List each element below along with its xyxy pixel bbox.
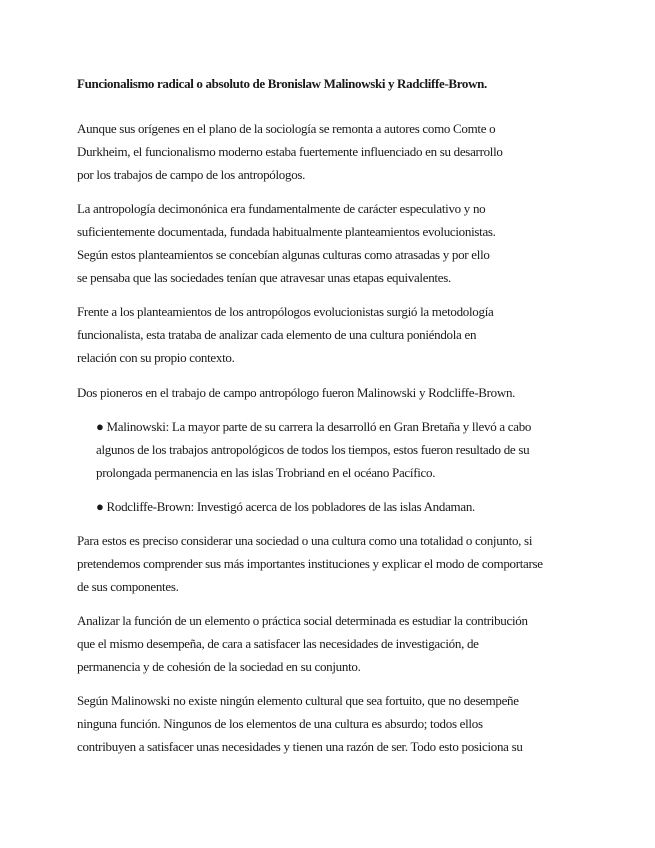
bullet-1-line-3: prolongada permanencia en las islas Trobriand en el océano Pacífico. bbox=[96, 465, 436, 480]
paragraph-7-line-2: ninguna función. Ningunos de los elementos de una cultura es absurdo; todos ellos bbox=[77, 716, 483, 731]
paragraph-6-line-2: que el mismo desempeña, de cara a satisfacer las necesidades de investigación, de bbox=[77, 636, 479, 651]
paragraph-2-line-2: suficientemente documentada, fundada habitualmente planteamientos evolucionistas. bbox=[77, 224, 496, 239]
paragraph-2-line-3: Según estos planteamientos se concebían algunas culturas como atrasadas y por ello bbox=[77, 247, 490, 262]
paragraph-2-line-4: se pensaba que las sociedades tenían que atravesar unas etapas equivalentes. bbox=[77, 270, 451, 285]
paragraph-1-line-1: Aunque sus orígenes en el plano de la sociología se remonta a autores como Comte o bbox=[77, 121, 496, 136]
paragraph-4-line-1: Dos pioneros en el trabajo de campo antropólogo fueron Malinowski y Rodcliffe-Brown. bbox=[77, 385, 516, 400]
document-title: Funcionalismo radical o absoluto de Bronislaw Malinowski y Radcliffe-Brown. bbox=[77, 76, 487, 91]
paragraph-3-line-2: funcionalista, esta trataba de analizar cada elemento de una cultura poniéndola en bbox=[77, 327, 477, 342]
bullet-1-line-1: ● Malinowski: La mayor parte de su carrera la desarrolló en Gran Bretaña y llevó a cabo bbox=[96, 419, 532, 434]
paragraph-7-line-1: Según Malinowski no existe ningún elemento cultural que sea fortuito, que no desempeñe bbox=[77, 693, 519, 708]
paragraph-5-line-3: de sus componentes. bbox=[77, 579, 179, 594]
bullet-1-line-2: algunos de los trabajos antropológicos de todos los tiempos, estos fueron resultado de su bbox=[96, 442, 530, 457]
paragraph-5-line-1: Para estos es preciso considerar una sociedad o una cultura como una totalidad o conjunto, si bbox=[77, 533, 533, 548]
paragraph-1-line-3: por los trabajos de campo de los antropólogos. bbox=[77, 167, 306, 182]
paragraph-7-line-3: contribuyen a satisfacer unas necesidades y tienen una razón de ser. Todo esto posiciona su bbox=[77, 739, 523, 754]
paragraph-5-line-2: pretendemos comprender sus más importantes instituciones y explicar el modo de comportarse bbox=[77, 556, 543, 571]
paragraph-1-line-2: Durkheim, el funcionalismo moderno estaba fuertemente influenciado en su desarrollo bbox=[77, 144, 503, 159]
bullet-2-line-1: ● Rodcliffe-Brown: Investigó acerca de los pobladores de las islas Andaman. bbox=[96, 499, 475, 514]
paragraph-6-line-1: Analizar la función de un elemento o práctica social determinada es estudiar la contribución bbox=[77, 613, 528, 628]
paragraph-3-line-1: Frente a los planteamientos de los antropólogos evolucionistas surgió la metodología bbox=[77, 304, 494, 319]
paragraph-6-line-3: permanencia y de cohesión de la sociedad en su conjunto. bbox=[77, 659, 361, 674]
paragraph-2-line-1: La antropología decimonónica era fundamentalmente de carácter especulativo y no bbox=[77, 201, 486, 216]
paragraph-3-line-3: relación con su propio contexto. bbox=[77, 350, 235, 365]
